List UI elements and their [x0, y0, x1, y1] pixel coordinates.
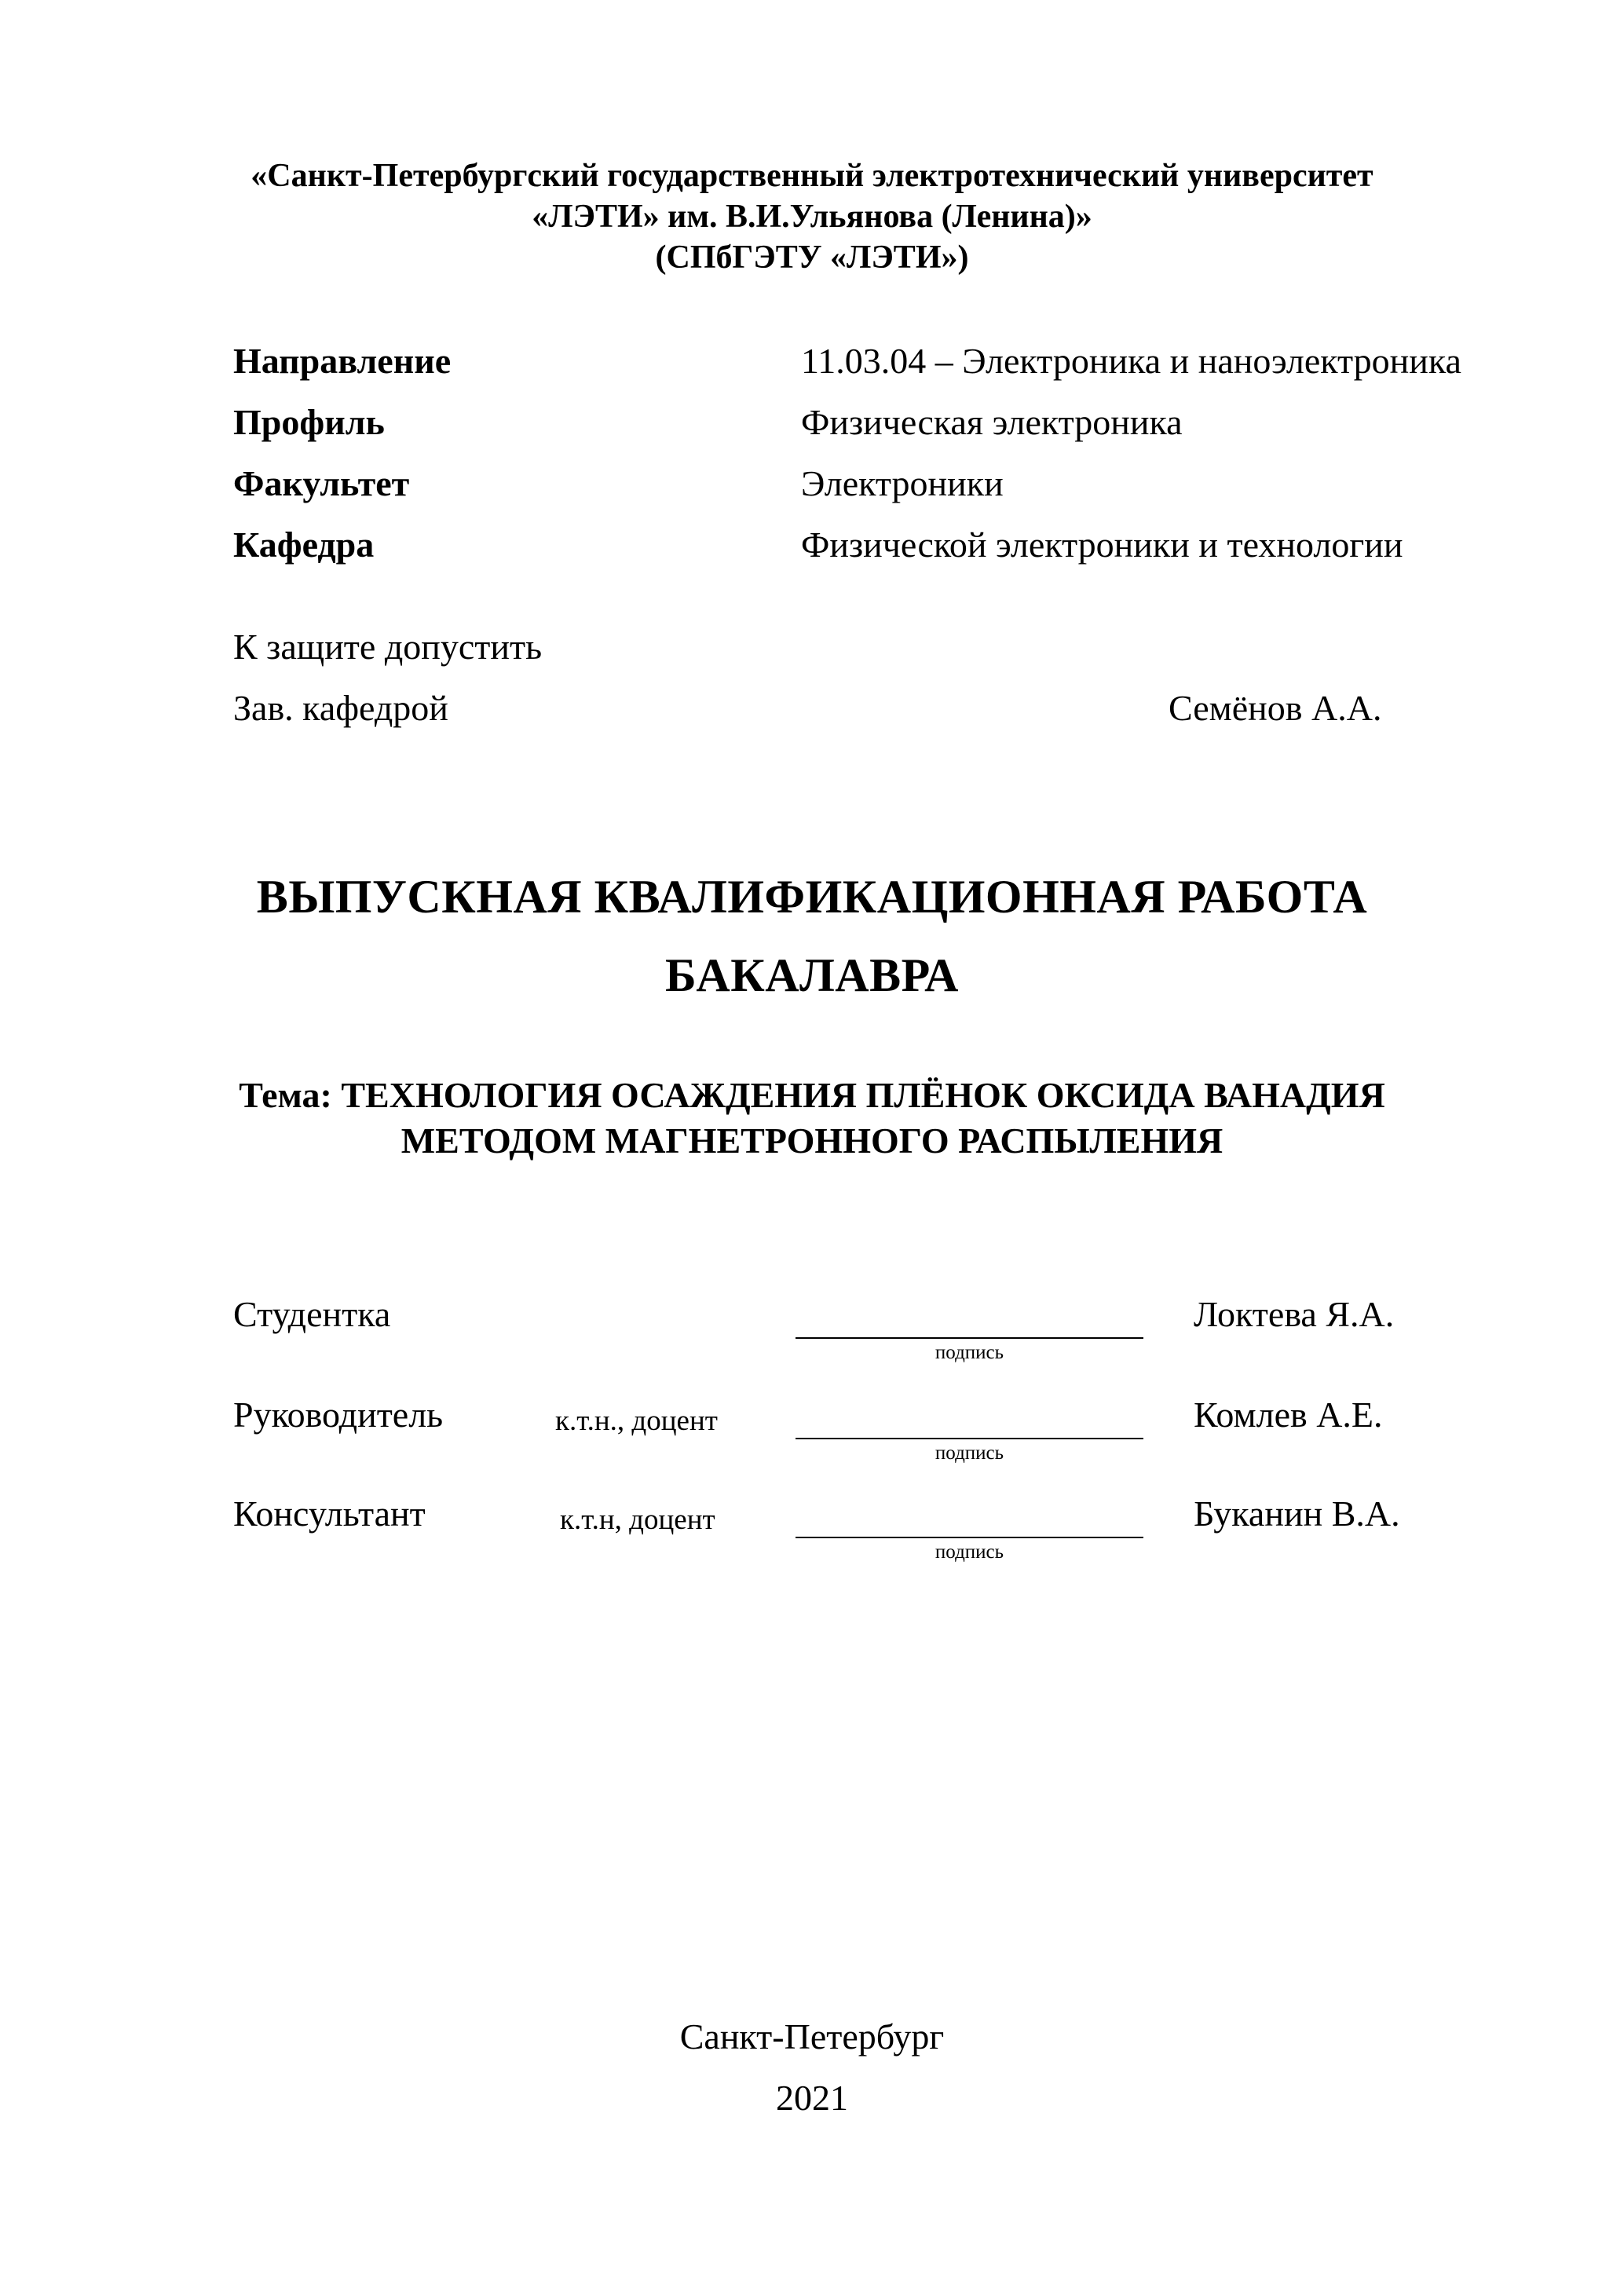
footer-year: 2021	[776, 2078, 848, 2118]
student-name: Локтева Я.А.	[1194, 1294, 1395, 1334]
consultant-signature-line	[796, 1537, 1143, 1538]
supervisor-degree: к.т.н., доцент	[555, 1405, 718, 1437]
profile-value: Физическая электроника	[801, 402, 1183, 442]
student-signature-caption: подпись	[935, 1342, 1004, 1363]
faculty-label: Факультет	[233, 463, 410, 503]
supervisor-signature-line	[796, 1438, 1143, 1439]
university-name-line-1: «Санкт-Петербургский государственный электротехнический университет	[251, 158, 1373, 194]
head-of-department-label: Зав. кафедрой	[233, 688, 448, 728]
admission-text: К защите допустить	[233, 627, 543, 667]
work-title-line-2: БАКАЛАВРА	[665, 949, 959, 1001]
theme-line-2: МЕТОДОМ МАГНЕТРОННОГО РАСПЫЛЕНИЯ	[401, 1121, 1223, 1161]
faculty-value: Электроники	[801, 463, 1004, 503]
work-title-line-1: ВЫПУСКНАЯ КВАЛИФИКАЦИОННАЯ РАБОТА	[256, 871, 1368, 923]
student-role: Студентка	[233, 1294, 391, 1334]
consultant-signature-caption: подпись	[935, 1541, 1004, 1563]
consultant-role: Консультант	[233, 1493, 426, 1534]
direction-label: Направление	[233, 341, 452, 381]
department-label: Кафедра	[233, 525, 375, 565]
supervisor-signature-caption: подпись	[935, 1442, 1004, 1464]
direction-value: 11.03.04 – Электроника и наноэлектроника	[801, 341, 1461, 381]
profile-label: Профиль	[233, 402, 385, 442]
footer-city: Санкт-Петербург	[679, 2016, 945, 2057]
university-abbreviation: (СПбГЭТУ «ЛЭТИ»)	[655, 239, 969, 276]
student-signature-line	[796, 1337, 1143, 1339]
supervisor-name: Комлев А.Е.	[1194, 1395, 1383, 1435]
theme-line-1: Тема: ТЕХНОЛОГИЯ ОСАЖДЕНИЯ ПЛЁНОК ОКСИДА ВАНАДИЯ	[239, 1075, 1385, 1115]
head-of-department-name: Семёнов А.А.	[1169, 688, 1382, 728]
consultant-degree: к.т.н, доцент	[560, 1504, 715, 1536]
supervisor-role: Руководитель	[233, 1395, 444, 1435]
department-value: Физической электроники и технологии	[801, 525, 1403, 565]
university-name-line-2: «ЛЭТИ» им. В.И.Ульянова (Ленина)»	[532, 199, 1092, 235]
consultant-name: Буканин В.А.	[1194, 1493, 1400, 1534]
